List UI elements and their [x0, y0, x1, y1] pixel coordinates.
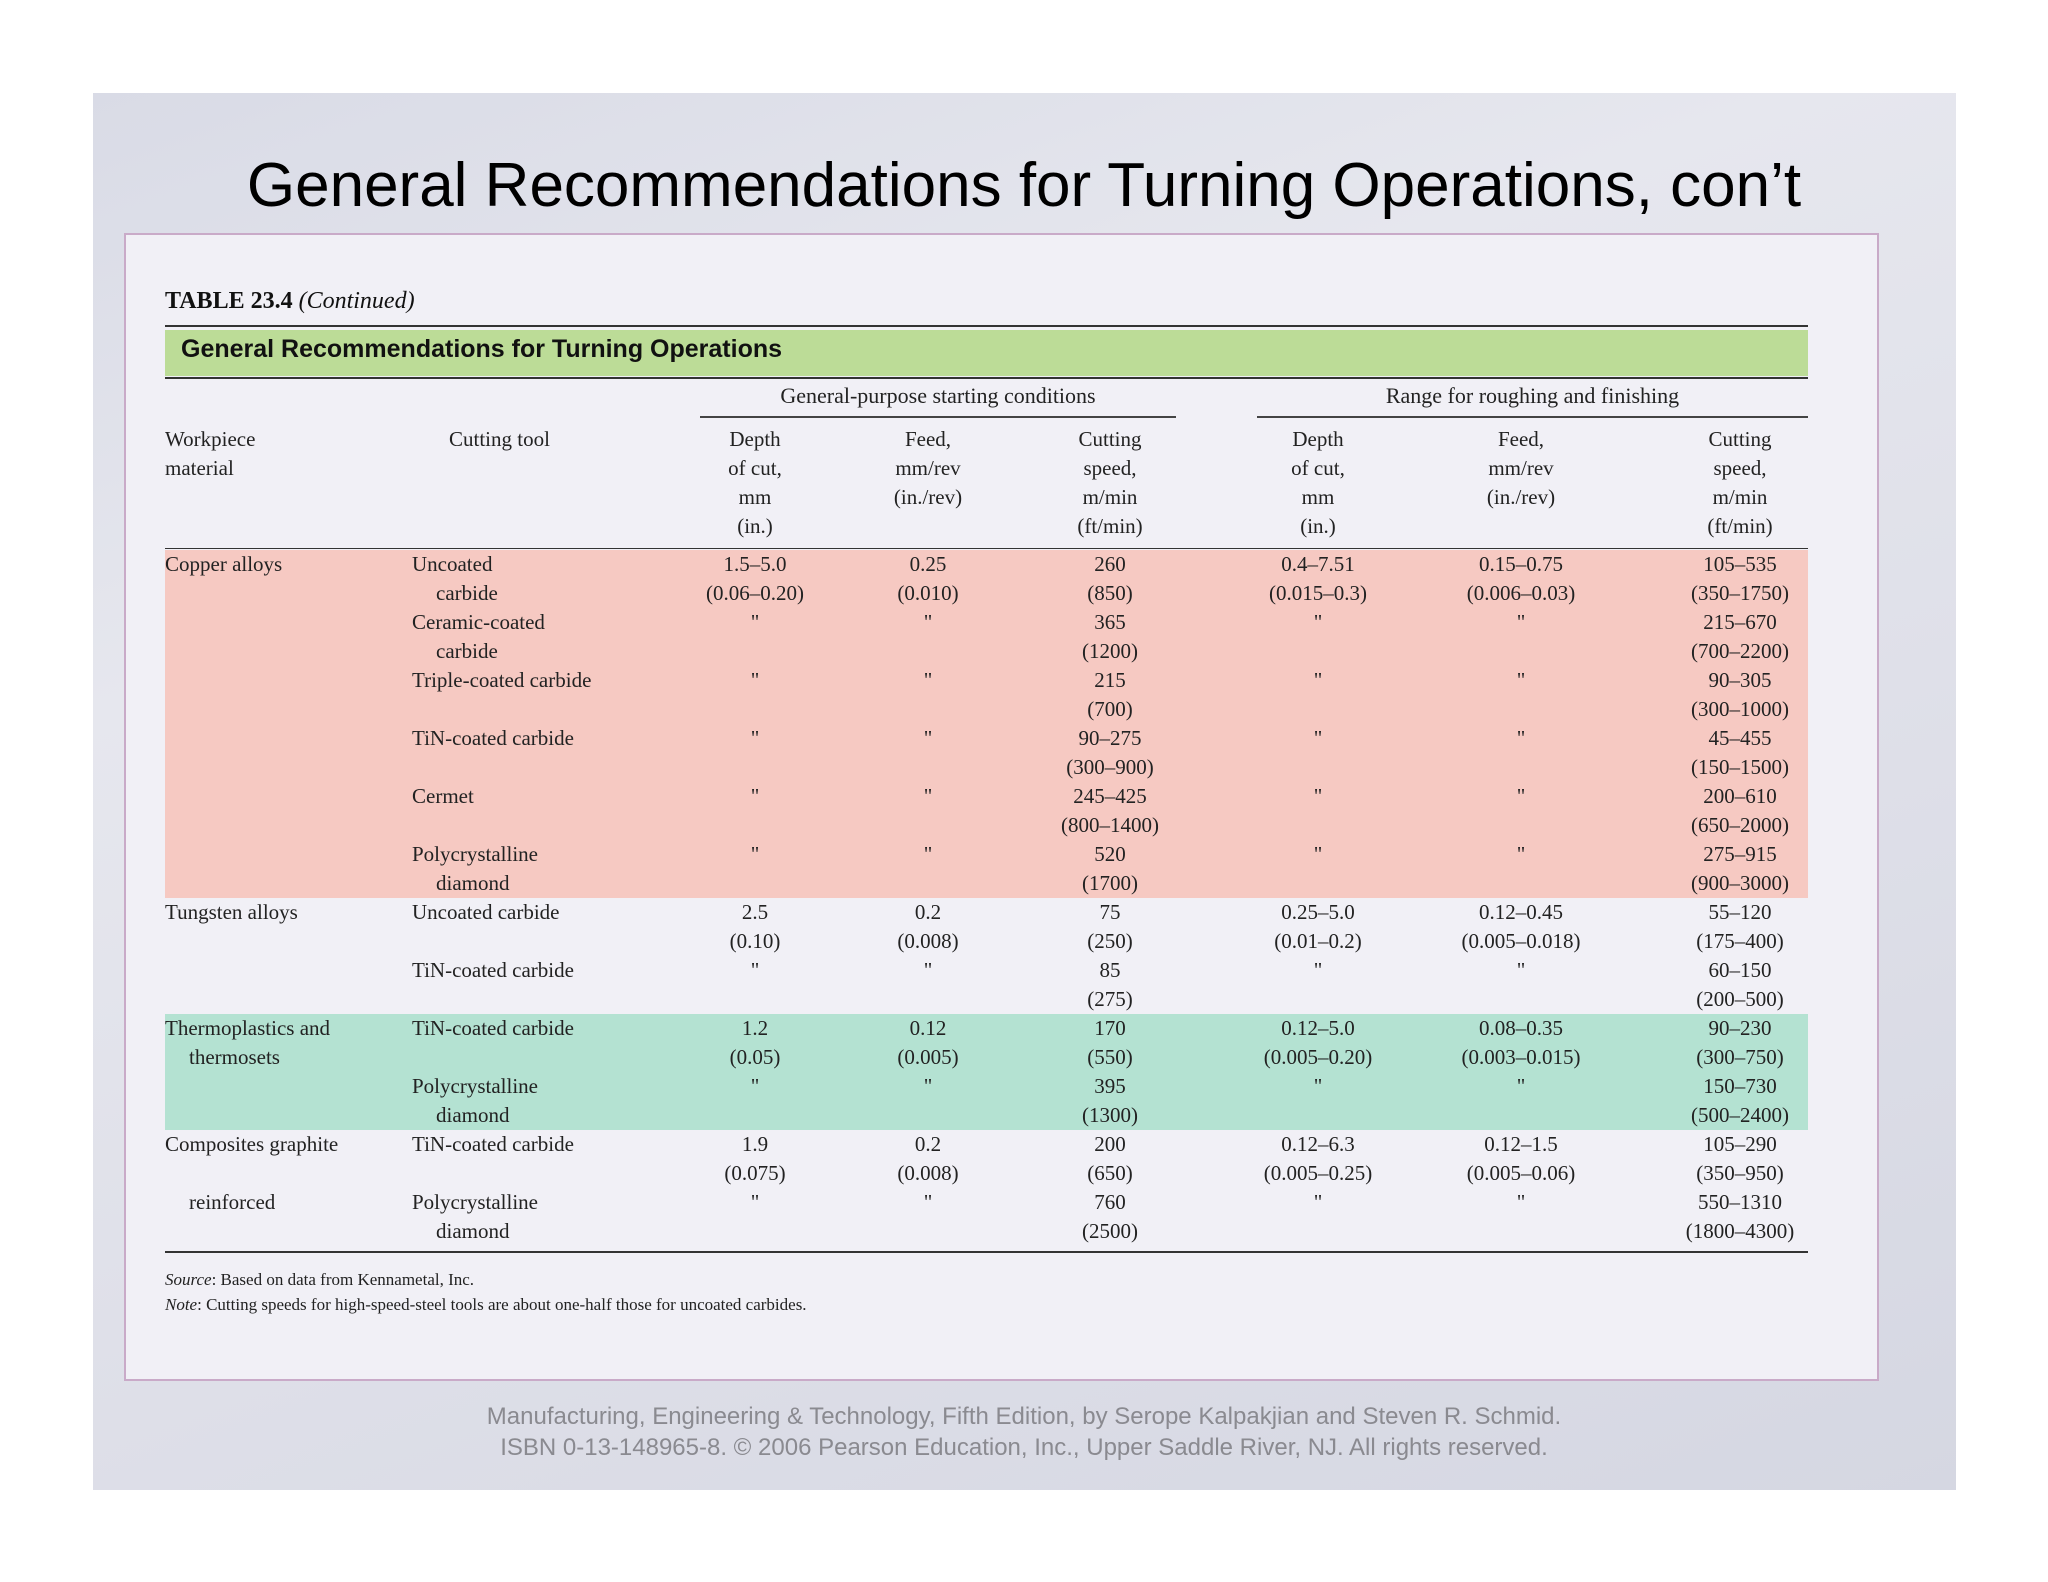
general-feed-cell: (0.010)	[897, 581, 959, 605]
tool-cell: TiN-coated carbide	[412, 1016, 574, 1040]
header-line: (ft/min)	[1707, 514, 1773, 538]
general-feed-cell: "	[923, 1190, 933, 1214]
general-feed-cell: "	[923, 726, 933, 750]
general-depth-cell: "	[750, 668, 760, 692]
header-line: Cutting tool	[449, 427, 550, 451]
range-feed-cell: (0.003–0.015)	[1461, 1045, 1581, 1069]
range-speed-cell: (350–950)	[1696, 1161, 1784, 1185]
range-feed-cell: (0.005–0.018)	[1461, 929, 1581, 953]
range-feed-cell: "	[1516, 958, 1526, 982]
range-speed-cell: 60–150	[1708, 958, 1772, 982]
range-speed-cell: (700–2200)	[1691, 639, 1789, 663]
range-depth-cell: (0.01–0.2)	[1274, 929, 1362, 953]
range-speed-cell: 105–535	[1703, 552, 1777, 576]
general-depth-cell: (0.06–0.20)	[706, 581, 804, 605]
general-feed-cell: 0.2	[914, 1132, 942, 1156]
general-speed-cell: (300–900)	[1066, 755, 1154, 779]
range-speed-cell: (175–400)	[1696, 929, 1784, 953]
tool-cell: Uncoated carbide	[412, 900, 560, 924]
material-cell: Composites graphite	[165, 1132, 339, 1156]
tool-cell: TiN-coated carbide	[412, 726, 574, 750]
general-depth-cell: 2.5	[741, 900, 769, 924]
header-line: of cut,	[728, 456, 782, 480]
range-depth-cell: "	[1313, 668, 1323, 692]
general-depth-cell: "	[750, 958, 760, 982]
range-feed-cell: "	[1516, 784, 1526, 808]
range-feed-cell: (0.005–0.06)	[1466, 1161, 1576, 1185]
general-feed-cell: (0.008)	[897, 929, 959, 953]
header-range-speed	[1680, 425, 1800, 541]
tool-cell: Polycrystalline	[412, 1074, 538, 1098]
header-line: Feed,	[904, 427, 952, 451]
general-speed-cell: 760	[1094, 1190, 1126, 1214]
general-speed-cell: 90–275	[1078, 726, 1142, 750]
tool-cell: diamond	[436, 1219, 510, 1243]
general-speed-cell: (650)	[1087, 1161, 1133, 1185]
general-feed-cell: (0.008)	[897, 1161, 959, 1185]
range-speed-cell: 105–290	[1703, 1132, 1777, 1156]
header-tool	[449, 425, 550, 454]
range-feed-cell: "	[1516, 842, 1526, 866]
header-line: m/min	[1712, 485, 1768, 509]
range-depth-cell: "	[1313, 610, 1323, 634]
general-feed-cell: 0.2	[914, 900, 942, 924]
range-speed-cell: 90–230	[1708, 1016, 1772, 1040]
general-depth-cell: "	[750, 1190, 760, 1214]
general-speed-cell: 200	[1094, 1132, 1126, 1156]
source-label: Source	[165, 1270, 212, 1289]
general-speed-cell: (1200)	[1082, 639, 1138, 663]
general-depth-cell: 1.2	[741, 1016, 769, 1040]
general-speed-cell: 75	[1099, 900, 1121, 924]
header-line: material	[165, 456, 234, 480]
material-cell: Thermoplastics and	[165, 1016, 331, 1040]
tool-cell: Ceramic-coated	[412, 610, 545, 634]
range-feed-cell: 0.15–0.75	[1479, 552, 1563, 576]
range-speed-cell: (200–500)	[1696, 987, 1784, 1011]
header-general-depth	[695, 425, 815, 541]
tool-cell: TiN-coated carbide	[412, 958, 574, 982]
range-speed-cell: 550–1310	[1698, 1190, 1782, 1214]
general-feed-cell: 0.12	[909, 1016, 947, 1040]
general-speed-cell: 365	[1094, 610, 1126, 634]
range-feed-cell: 0.12–0.45	[1479, 900, 1563, 924]
range-speed-cell: (500–2400)	[1691, 1103, 1789, 1127]
general-depth-cell: "	[750, 1074, 760, 1098]
general-feed-cell: "	[923, 1074, 933, 1098]
general-speed-cell: (700)	[1087, 697, 1133, 721]
range-feed-cell: "	[1516, 610, 1526, 634]
group-header-general: General-purpose starting conditions	[780, 383, 1096, 408]
material-cell: reinforced	[189, 1190, 276, 1214]
range-speed-cell: (1800–4300)	[1685, 1219, 1795, 1243]
header-line: Cutting	[1078, 427, 1142, 451]
general-depth-cell: (0.10)	[729, 929, 781, 953]
material-cell: Tungsten alloys	[165, 900, 298, 924]
group-rule-range	[1257, 416, 1808, 418]
general-depth-cell: (0.075)	[724, 1161, 786, 1185]
source-text: : Based on data from Kennametal, Inc.	[211, 1270, 475, 1289]
general-feed-cell: "	[923, 610, 933, 634]
range-depth-cell: "	[1313, 784, 1323, 808]
range-speed-cell: 215–670	[1703, 610, 1777, 634]
range-depth-cell: 0.12–5.0	[1281, 1016, 1355, 1040]
slide-title: General Recommendations for Turning Operations, con’t	[246, 151, 1802, 220]
table-number-label	[165, 288, 415, 315]
range-depth-cell: (0.005–0.25)	[1263, 1161, 1373, 1185]
general-feed-cell: 0.25	[909, 552, 947, 576]
range-speed-cell: 90–305	[1708, 668, 1772, 692]
range-depth-cell: "	[1313, 842, 1323, 866]
range-feed-cell: "	[1516, 726, 1526, 750]
header-general-feed	[868, 425, 988, 512]
tool-cell: Triple-coated carbide	[412, 668, 592, 692]
tool-cell: Polycrystalline	[412, 1190, 538, 1214]
tool-cell: Uncoated	[412, 552, 493, 576]
general-depth-cell: 1.9	[741, 1132, 769, 1156]
general-depth-cell: "	[750, 610, 760, 634]
top-rule	[165, 325, 1808, 327]
general-feed-cell: "	[923, 784, 933, 808]
general-depth-cell: "	[750, 784, 760, 808]
source-note	[165, 1270, 474, 1290]
range-depth-cell: "	[1313, 726, 1323, 750]
tool-cell: Cermet	[412, 784, 474, 808]
header-workpiece	[165, 425, 255, 483]
header-line: (in.)	[1300, 514, 1336, 538]
general-depth-cell: "	[750, 842, 760, 866]
header-line: Depth	[729, 427, 781, 451]
general-feed-cell: "	[923, 842, 933, 866]
range-depth-cell: 0.25–5.0	[1281, 900, 1355, 924]
general-feed-cell: "	[923, 958, 933, 982]
range-feed-cell: "	[1516, 668, 1526, 692]
group-header-range: Range for roughing and finishing	[1385, 383, 1680, 408]
range-depth-cell: 0.4–7.51	[1281, 552, 1355, 576]
range-depth-cell: "	[1313, 1074, 1323, 1098]
general-speed-cell: (2500)	[1082, 1219, 1138, 1243]
header-line: Depth	[1292, 427, 1344, 451]
tool-cell: diamond	[436, 1103, 510, 1127]
tool-cell: Polycrystalline	[412, 842, 538, 866]
range-speed-cell: 55–120	[1708, 900, 1772, 924]
general-speed-cell: 215	[1094, 668, 1126, 692]
header-rule	[165, 548, 1808, 549]
range-speed-cell: 200–610	[1703, 784, 1777, 808]
header-line: mm	[738, 485, 772, 509]
header-line: Workpiece	[165, 427, 256, 451]
range-feed-cell: 0.12–1.5	[1484, 1132, 1558, 1156]
range-speed-cell: (300–750)	[1696, 1045, 1784, 1069]
bottom-rule	[165, 1251, 1808, 1253]
header-line: (ft/min)	[1077, 514, 1143, 538]
tool-cell: TiN-coated carbide	[412, 1132, 574, 1156]
header-general-speed	[1050, 425, 1170, 541]
header-line: mm	[1301, 485, 1335, 509]
range-speed-cell: 150–730	[1703, 1074, 1777, 1098]
general-feed-cell: "	[923, 668, 933, 692]
general-speed-cell: (550)	[1087, 1045, 1133, 1069]
range-speed-cell: 275–915	[1703, 842, 1777, 866]
general-depth-cell: 1.5–5.0	[723, 552, 787, 576]
general-speed-cell: 520	[1094, 842, 1126, 866]
range-speed-cell: 45–455	[1708, 726, 1772, 750]
general-speed-cell: (275)	[1087, 987, 1133, 1011]
note-label: Note	[165, 1295, 198, 1314]
general-depth-cell: "	[750, 726, 760, 750]
header-line: (in./rev)	[893, 485, 963, 509]
title-rule	[165, 377, 1808, 379]
header-range-feed	[1461, 425, 1581, 512]
header-line: Cutting	[1708, 427, 1772, 451]
header-line: mm/rev	[1488, 456, 1554, 480]
range-depth-cell: (0.005–0.20)	[1263, 1045, 1373, 1069]
header-line: of cut,	[1291, 456, 1345, 480]
group-rule-general	[700, 416, 1176, 418]
header-line: speed,	[1083, 456, 1137, 480]
range-depth-cell: "	[1313, 1190, 1323, 1214]
header-line: (in.)	[737, 514, 773, 538]
tool-cell: diamond	[436, 871, 510, 895]
general-speed-cell: 245–425	[1073, 784, 1147, 808]
header-line: (in./rev)	[1486, 485, 1556, 509]
range-speed-cell: (300–1000)	[1691, 697, 1789, 721]
table-number: TABLE 23.4	[165, 288, 293, 314]
general-speed-cell: (250)	[1087, 929, 1133, 953]
material-cell: thermosets	[189, 1045, 280, 1069]
header-line: mm/rev	[895, 456, 961, 480]
table-title: General Recommendations for Turning Operations	[181, 335, 783, 363]
range-feed-cell: "	[1516, 1074, 1526, 1098]
header-range-depth	[1258, 425, 1378, 541]
range-depth-cell: (0.015–0.3)	[1269, 581, 1367, 605]
range-speed-cell: (150–1500)	[1691, 755, 1789, 779]
tool-cell: carbide	[436, 639, 498, 663]
range-speed-cell: (650–2000)	[1691, 813, 1789, 837]
note-text: : Cutting speeds for high-speed-steel tools are about one-half those for uncoated carbides.	[197, 1295, 807, 1314]
material-cell: Copper alloys	[165, 552, 283, 576]
footer-copyright: ISBN 0-13-148965-8. © 2006 Pearson Education, Inc., Upper Saddle River, NJ. All rights reserved.	[500, 1434, 1548, 1461]
general-speed-cell: 85	[1099, 958, 1121, 982]
tool-cell: carbide	[436, 581, 498, 605]
header-line: speed,	[1713, 456, 1767, 480]
footer-citation: Manufacturing, Engineering & Technology, Fifth Edition, by Serope Kalpakjian and Steven R. Schmid.	[486, 1403, 1562, 1430]
range-depth-cell: "	[1313, 958, 1323, 982]
range-speed-cell: (900–3000)	[1691, 871, 1789, 895]
general-speed-cell: (1300)	[1082, 1103, 1138, 1127]
general-speed-cell: 170	[1094, 1016, 1126, 1040]
range-feed-cell: "	[1516, 1190, 1526, 1214]
footnote	[165, 1295, 807, 1315]
range-feed-cell: 0.08–0.35	[1479, 1016, 1563, 1040]
table-continued: (Continued)	[298, 288, 415, 314]
general-speed-cell: 395	[1094, 1074, 1126, 1098]
header-line: m/min	[1082, 485, 1138, 509]
general-depth-cell: (0.05)	[729, 1045, 781, 1069]
general-speed-cell: (850)	[1087, 581, 1133, 605]
general-speed-cell: (800–1400)	[1061, 813, 1159, 837]
general-feed-cell: (0.005)	[897, 1045, 959, 1069]
header-line: Feed,	[1497, 427, 1545, 451]
general-speed-cell: 260	[1094, 552, 1126, 576]
range-speed-cell: (350–1750)	[1691, 581, 1789, 605]
range-depth-cell: 0.12–6.3	[1281, 1132, 1355, 1156]
general-speed-cell: (1700)	[1082, 871, 1138, 895]
range-feed-cell: (0.006–0.03)	[1466, 581, 1576, 605]
